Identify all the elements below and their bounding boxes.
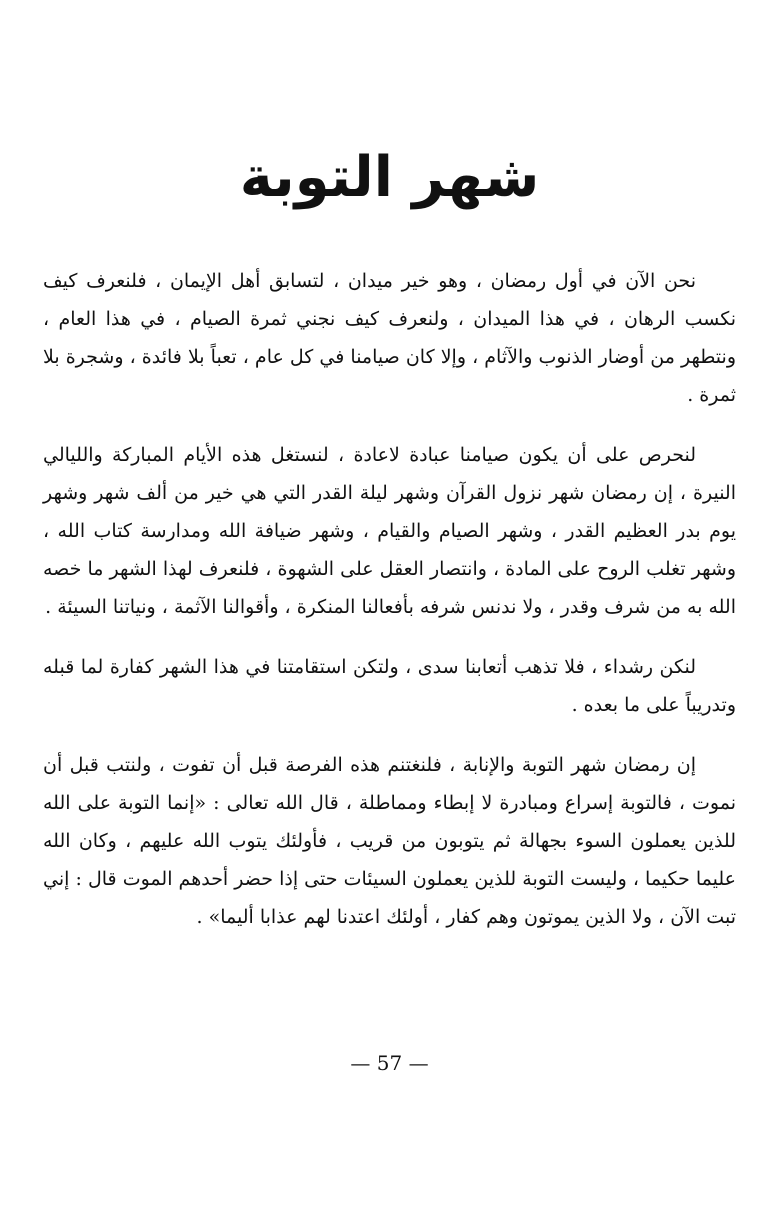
- paragraph-3: لنكن رشداء ، فلا تذهب أتعابنا سدى ، ولتكن استقامتنا في هذا الشهر كفارة لما قبله وتدريباً على ما بعده .: [43, 656, 736, 716]
- paragraph-4: إن رمضان شهر التوبة والإنابة ، فلنغتنم هذه الفرصة قبل أن تفوت ، ولنتب قبل أن نموت ، فالتوبة إسراع ومبادرة لا إبطاء ومماطلة ، قال الله تعالى : «إنما التوبة على الله للذين يعملون السوء بجهالة ثم يتوبون من قريب ، فأولئك يتوب الله عليهم ، وكان الله عليما حكيما ، وليست التوبة للذين يعملون السيئات حتى إذا حضر أحدهم الموت قال : إني تبت الآن ، ولا الذين يموتون وهم كفار ، أولئك اعتدنا لهم عذابا أليما» .: [43, 754, 736, 928]
- paragraph-1: نحن الآن في أول رمضان ، وهو خير ميدان ، لتسابق أهل الإيمان ، فلنعرف كيف نكسب الرهان ، في هذا الميدان ، ولنعرف كيف نجني ثمرة الصيام ، في هذا العام ، ونتطهر من أوضار الذنوب والآثام ، وإلا كان صيامنا في كل عام ، تعباً بلا فائدة ، وشجرة بلا ثمرة .: [43, 270, 736, 406]
- paragraph-2: لنحرص على أن يكون صيامنا عبادة لاعادة ، لنستغل هذه الأيام المباركة والليالي النيرة ، إن رمضان شهر نزول القرآن وشهر ليلة القدر التي هي خير من ألف شهر وشهر يوم بدر العظيم القدر ، وشهر الصيام والقيام ، وشهر ضيافة الله ومدارسة كتاب الله ، وشهر تغلب الروح على المادة ، وانتصار العقل على الشهوة ، فلنعرف لهذا الشهر ما خصه الله به من شرف وقدر ، ولا ندنس شرفه بأفعالنا المنكرة ، وأقوالنا الآثمة ، ونياتنا السيئة .: [43, 444, 736, 618]
- page-number: — 57 —: [350, 1051, 429, 1075]
- body-text: [43, 262, 736, 936]
- page-title: شهر التوبة: [239, 145, 540, 210]
